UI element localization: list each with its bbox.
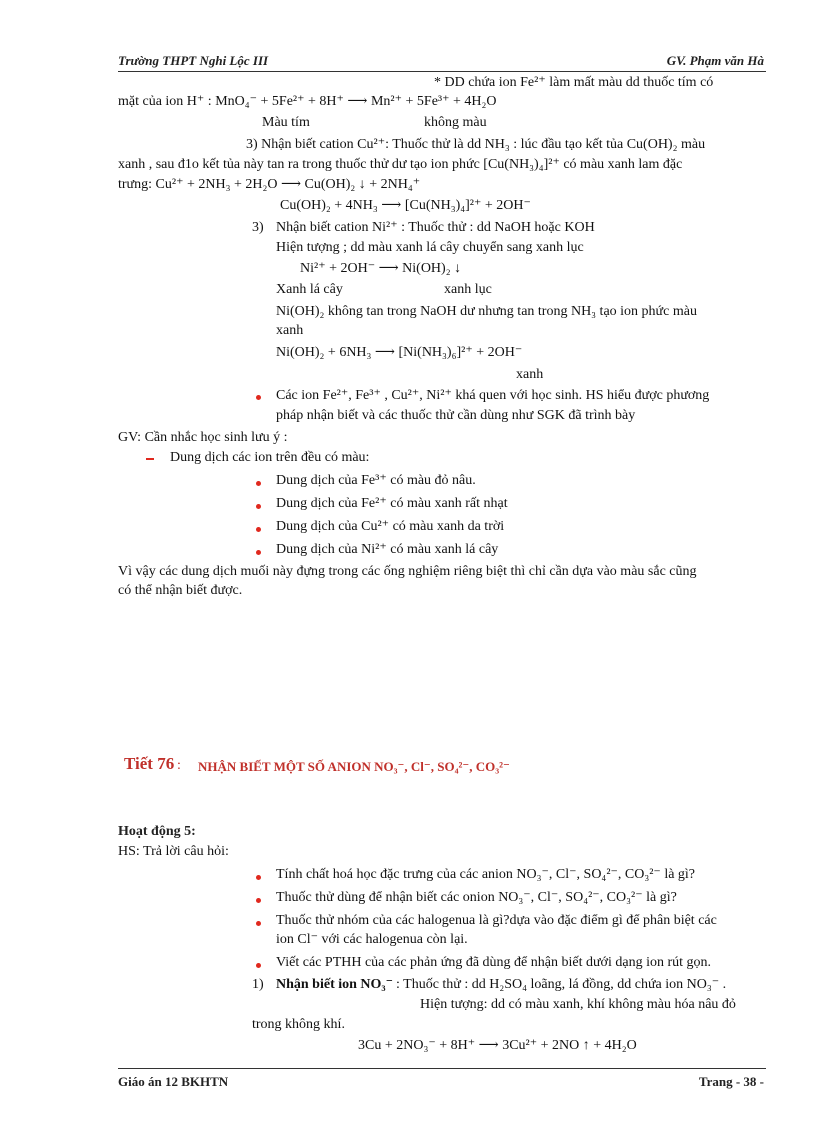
header-teacher: GV. Phạm văn Hà (666, 53, 764, 68)
text-line: Các ion Fe²⁺, Fe³⁺ , Cu²⁺, Ni²⁺ khá quen với học sinh. HS hiểu được phương (276, 388, 710, 403)
text-line: HS: Trả lời câu hỏi: (118, 844, 229, 859)
text-line: : Thuốc thử : dd H₂SO₄ loãng, lá đồng, dd chứa ion NO₃⁻ . (396, 977, 727, 992)
text-line: xanh , sau đ1o kết tủa này tan ra trong thuốc thử dư tạo ion phức [Cu(NH₃)₄]²⁺ có màu xanh lam đặc (118, 157, 683, 172)
footer-rule (118, 1068, 766, 1069)
bullet-icon (256, 963, 261, 968)
text-line: mặt của ion H⁺ : MnO₄⁻ + 5Fe²⁺ + 8H⁺ ⟶ Mn²⁺ + 5Fe³⁺ + 4H₂O (118, 94, 497, 109)
section-heading: NHẬN BIẾT MỘT SỐ ANION NO₃⁻, Cl⁻, SO₄²⁻, CO₃²⁻ (198, 759, 510, 774)
bullet-icon (256, 921, 261, 926)
text-line: trong không khí. (252, 1017, 345, 1032)
header-school: Trường THPT Nghi Lộc III (118, 53, 269, 68)
bullet-icon (256, 875, 261, 880)
text-line: Xanh lá cây (276, 282, 343, 297)
text-line: Cu(OH)₂ + 4NH₃ ⟶ [Cu(NH₃)₄]²⁺ + 2OH⁻ (280, 198, 531, 213)
text-line: xanh lục (444, 282, 492, 297)
list-number: 1) (252, 977, 264, 992)
text-line: pháp nhận biết và các thuốc thử cần dùng như SGK đã trình bày (276, 408, 636, 423)
footer-title: Giáo án 12 BKHTN (118, 1074, 229, 1089)
text-line: Ni(OH)₂ + 6NH₃ ⟶ [Ni(NH₃)₆]²⁺ + 2OH⁻ (276, 345, 523, 360)
text-line: Vì vậy các dung dịch muối này đựng trong các ống nghiệm riêng biệt thì chỉ cần dựa vào màu sắc cũng (118, 564, 697, 579)
bullet-icon (256, 527, 261, 532)
section-colon: : (177, 758, 181, 773)
text-line: Ni(OH)₂ không tan trong NaOH dư nhưng tan trong NH₃ tạo ion phức màu (276, 304, 697, 319)
equation: 3Cu + 2NO₃⁻ + 8H⁺ ⟶ 3Cu²⁺ + 2NO ↑ + 4H₂O (358, 1038, 637, 1053)
list-item: Thuốc thử nhóm của các halogenua là gì?dựa vào đặc điểm gì để phân biệt các (276, 913, 717, 928)
list-item: Dung dịch của Fe²⁺ có màu xanh rất nhạt (276, 496, 508, 511)
bullet-icon (256, 504, 261, 509)
dash-icon (146, 458, 154, 460)
subheading: Nhận biết ion NO₃⁻ (276, 977, 393, 992)
text-line: * DD chứa ion Fe²⁺ làm mất màu dd thuốc tím có (434, 75, 714, 90)
text-line: Hiện tượng ; dd màu xanh lá cây chuyển sang xanh lục (276, 240, 584, 255)
bullet-icon (256, 550, 261, 555)
text-line: GV: Cần nhắc học sinh lưu ý : (118, 430, 288, 445)
text-line: có thể nhận biết được. (118, 583, 243, 598)
list-item: Dung dịch của Ni²⁺ có màu xanh lá cây (276, 542, 499, 557)
text-line: Dung dịch các ion trên đều có màu: (170, 450, 370, 465)
header-rule (118, 71, 766, 72)
list-item: Dung dịch của Cu²⁺ có màu xanh da trời (276, 519, 505, 534)
text-line: 3) Nhận biết cation Cu²⁺: Thuốc thử là dd NH₃ : lúc đầu tạo kết tủa Cu(OH)₂ màu (246, 137, 706, 152)
text-line: không màu (424, 115, 487, 130)
text-line: Nhận biết cation Ni²⁺ : Thuốc thử : dd NaOH hoặc KOH (276, 220, 595, 235)
text-line: xanh (276, 323, 304, 338)
text-line: Hiện tượng: dd có màu xanh, khí không màu hóa nâu đỏ (420, 997, 736, 1012)
list-item: Dung dịch của Fe³⁺ có màu đỏ nâu. (276, 473, 476, 488)
list-item: Viết các PTHH của các phản ứng đã dùng để nhận biết dưới dạng ion rút gọn. (276, 955, 712, 970)
page-number: Trang - 38 - (698, 1074, 764, 1089)
bullet-icon (256, 898, 261, 903)
list-item: Thuốc thử dùng để nhận biết các onion NO₃⁻, Cl⁻, SO₄²⁻, CO₃²⁻ là gì? (276, 890, 677, 905)
activity-title: Hoạt động 5: (118, 824, 196, 839)
list-item: Tính chất hoá học đặc trưng của các anion NO₃⁻, Cl⁻, SO₄²⁻, CO₃²⁻ là gì? (276, 867, 696, 882)
bullet-icon (256, 481, 261, 486)
text-line: Màu tím (262, 115, 310, 130)
text-line: xanh (516, 367, 544, 382)
list-number: 3) (252, 220, 264, 235)
text-line: Ni²⁺ + 2OH⁻ ⟶ Ni(OH)₂ ↓ (300, 261, 462, 276)
section-tiet: Tiết 76 (124, 754, 175, 773)
bullet-icon (256, 395, 261, 400)
list-item: ion Cl⁻ với các halogenua còn lại. (276, 932, 468, 947)
text-line: trưng: Cu²⁺ + 2NH₃ + 2H₂O ⟶ Cu(OH)₂ ↓ + 2NH₄⁺ (118, 177, 421, 192)
